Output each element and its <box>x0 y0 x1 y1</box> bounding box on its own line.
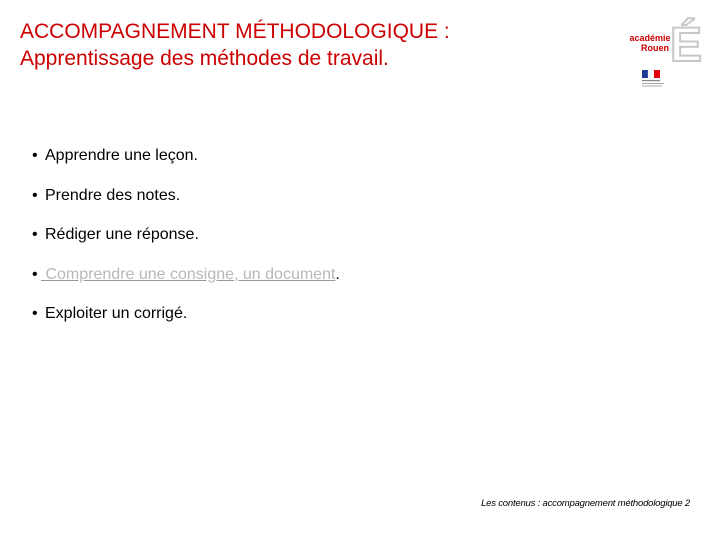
slide-footer: Les contenus : accompagnement méthodologique 2 <box>481 498 690 509</box>
slide-title-line2: Apprentissage des méthodes de travail. <box>20 47 389 70</box>
list-item <box>32 265 340 285</box>
list-item-text: Exploiter un corrigé. <box>45 305 188 322</box>
consigne-document-link[interactable]: Comprendre une consigne, un document <box>41 265 336 283</box>
bullet-marker: • <box>32 147 38 164</box>
list-item-suffix: . <box>335 265 340 283</box>
list-item <box>32 186 340 206</box>
logo-text-academie: académie <box>629 33 671 43</box>
bullet-marker: • <box>32 186 38 204</box>
list-item-text: Prendre des notes. <box>45 186 181 204</box>
slide-title <box>20 18 600 72</box>
bullet-marker: • <box>32 305 38 322</box>
list-item <box>32 225 340 245</box>
logo-e-glyph: É <box>669 19 703 72</box>
slide-title-line1: ACCOMPAGNEMENT MÉTHODOLOGIQUE : <box>20 20 450 43</box>
academie-rouen-logo <box>626 14 706 90</box>
list-item-text: Rédiger une réponse. <box>45 226 199 243</box>
bullet-marker: • <box>32 265 38 283</box>
logo-text-rouen: Rouen <box>641 43 669 53</box>
list-item-text: Apprendre une leçon. <box>45 147 198 164</box>
marianne-flag-icon <box>642 70 664 87</box>
list-item <box>32 146 340 166</box>
list-item <box>32 304 340 324</box>
methods-list <box>32 146 340 344</box>
bullet-marker: • <box>32 226 38 243</box>
